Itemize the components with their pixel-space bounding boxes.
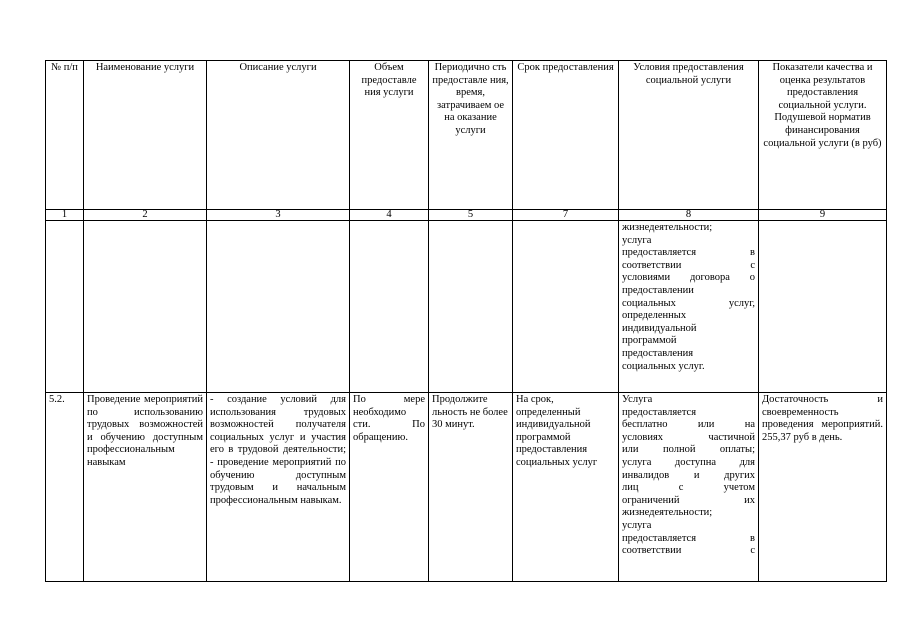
conditions-line: Услуга xyxy=(622,394,653,405)
conditions-line: или полной оплаты; xyxy=(622,444,755,456)
column-number: 9 xyxy=(759,210,887,221)
empty-cell xyxy=(207,221,350,393)
conditions-line: ограничений их xyxy=(622,494,755,506)
column-number: 3 xyxy=(207,210,350,221)
column-number: 8 xyxy=(619,210,759,221)
conditions-line: определенных xyxy=(622,310,687,322)
empty-cell xyxy=(350,221,429,393)
conditions-line: лиц с учетом xyxy=(622,482,755,494)
continuation-conditions-cell xyxy=(619,221,759,393)
column-number: 1 xyxy=(46,210,84,221)
column-number: 4 xyxy=(350,210,429,221)
empty-cell xyxy=(84,221,207,393)
conditions-line: услуга xyxy=(622,234,652,246)
conditions-line: предоставляется в xyxy=(622,247,755,259)
header-conditions: Условия предоставления социальной услуги xyxy=(619,61,759,210)
conditions-lines xyxy=(622,222,755,373)
services-table xyxy=(45,60,887,582)
header-service-name: Наименование услуги xyxy=(84,61,207,210)
conditions-line: соответствии с xyxy=(622,259,755,271)
row-number: 5.2. xyxy=(46,393,84,582)
conditions-line: социальных услуг. xyxy=(622,360,705,372)
conditions-lines xyxy=(622,394,755,558)
empty-cell xyxy=(46,221,84,393)
conditions-line: инвалидов и других xyxy=(622,469,755,481)
service-description: - создание условий для использования трудовых возможностей получателя социальных услуг и участия его в трудовой деятельности; - проведение мероприятий по обучению доступным трудовым и начальным профессиональным навыкам. xyxy=(207,393,350,582)
service-name: Проведение мероприятий по использованию трудовых возможностей и обучению доступным профессиональным навыкам xyxy=(84,393,207,582)
conditions-line: индивидуальной xyxy=(622,322,697,334)
header-quality: Показатели качества и оценка результатов предоставления социальной услуги. Подушевой норматив финансирования социальной услуги (в руб) xyxy=(759,61,887,210)
service-quality: Достаточность и своевременность проведения мероприятий. 255,37 руб в день. xyxy=(759,393,887,582)
conditions-line: программой xyxy=(622,335,677,347)
column-number: 5 xyxy=(429,210,513,221)
continuation-row xyxy=(46,221,887,393)
conditions-line: соответствии с xyxy=(622,545,755,557)
conditions-line: жизнедеятельности; xyxy=(622,222,713,233)
header-number: № п/п xyxy=(46,61,84,210)
conditions-line: условиями договора о xyxy=(622,272,755,284)
conditions-line: предоставляется в xyxy=(622,532,755,544)
service-periodicity: Продолжите льность не более 30 минут. xyxy=(429,393,513,582)
conditions-line: условиях частичной xyxy=(622,431,755,443)
header-volume: Объем предоставле ния услуги xyxy=(350,61,429,210)
column-number: 7 xyxy=(513,210,619,221)
conditions-line: услуга доступна для xyxy=(622,456,755,468)
header-service-description: Описание услуги xyxy=(207,61,350,210)
service-conditions-cell xyxy=(619,393,759,582)
table-row xyxy=(46,393,887,582)
conditions-line: жизнедеятельности; xyxy=(622,507,713,519)
conditions-line: предоставления xyxy=(622,347,694,359)
conditions-line: бесплатно или на xyxy=(622,419,755,431)
column-numbers-row xyxy=(46,210,887,221)
conditions-line: услуга xyxy=(622,519,652,531)
header-periodicity: Периодично сть предоставле ния, время, затрачиваем ое на оказание услуги xyxy=(429,61,513,210)
conditions-line: предоставляется xyxy=(622,406,697,418)
header-row xyxy=(46,61,887,210)
service-volume: По мере необходимо сти. По обращению. xyxy=(350,393,429,582)
empty-cell xyxy=(429,221,513,393)
conditions-line: социальных услуг, xyxy=(622,297,755,309)
service-term: На срок, определенный индивидуальной программой предоставления социальных услуг xyxy=(513,393,619,582)
empty-cell xyxy=(759,221,887,393)
column-number: 2 xyxy=(84,210,207,221)
empty-cell xyxy=(513,221,619,393)
conditions-line: предоставлении xyxy=(622,284,694,296)
header-term: Срок предоставления xyxy=(513,61,619,210)
